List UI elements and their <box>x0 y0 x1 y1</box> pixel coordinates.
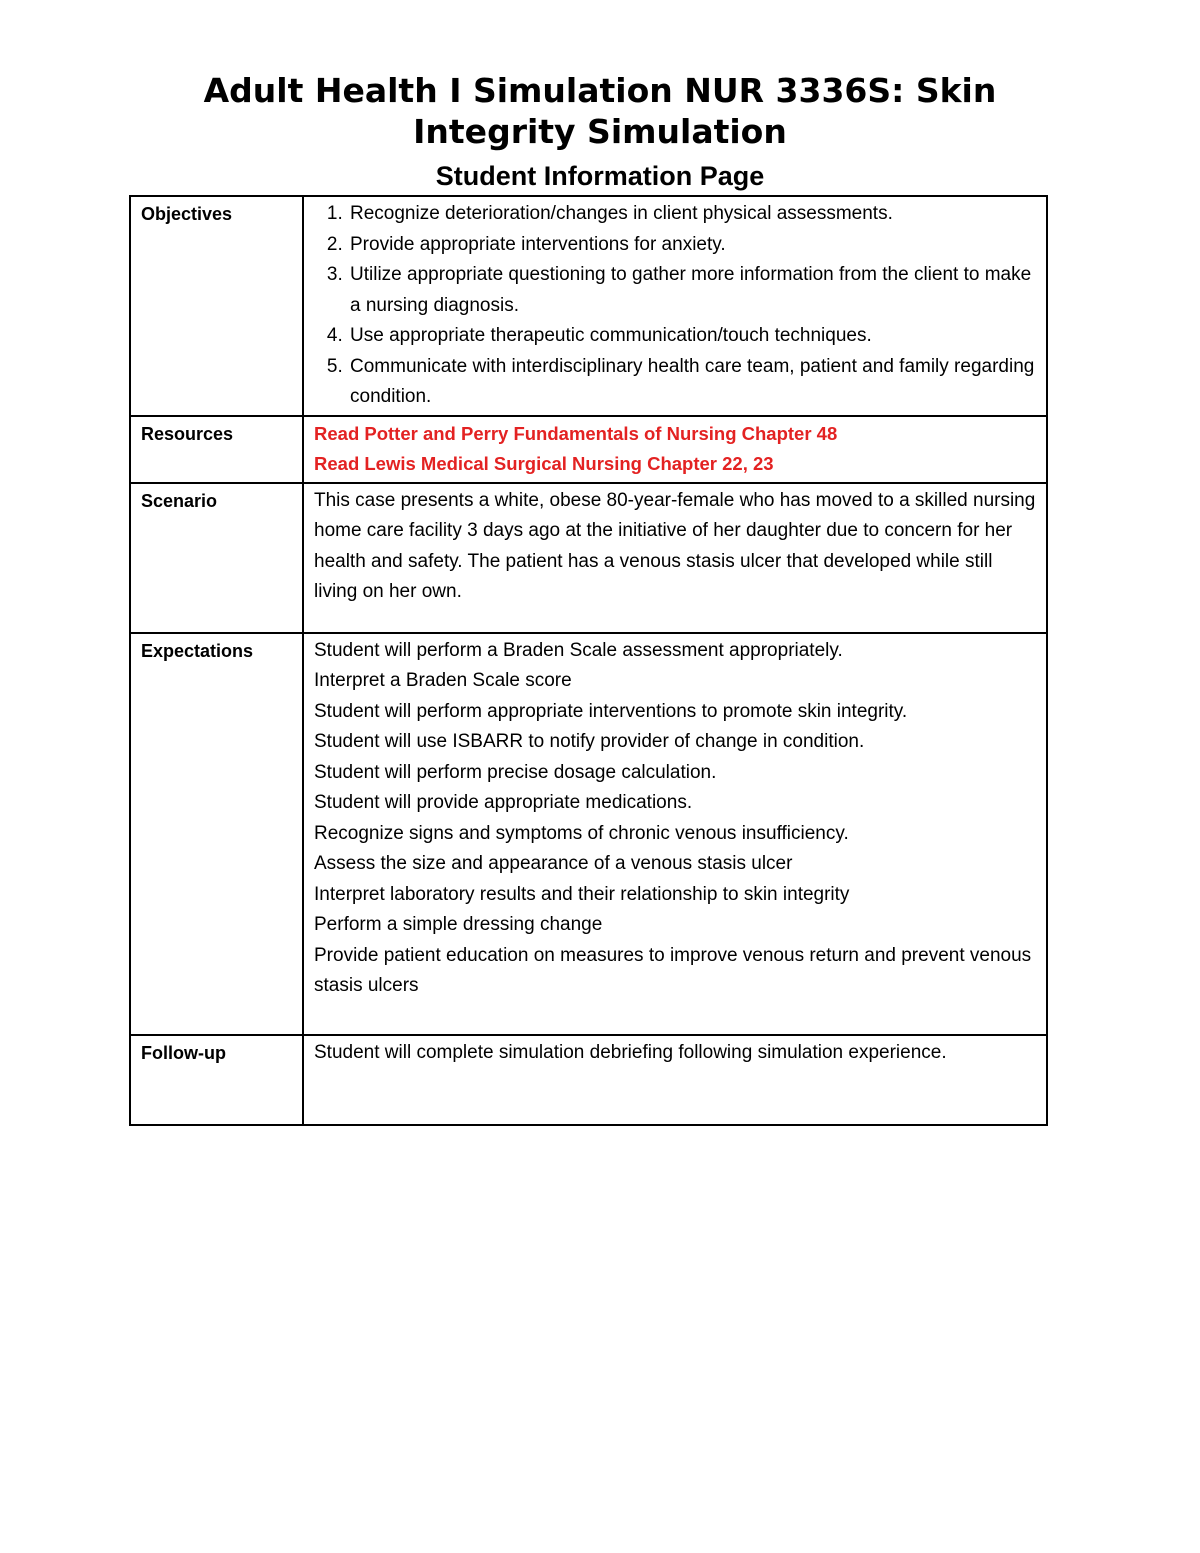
objective-item: 2. Provide appropriate interventions for anxiety. <box>348 230 1038 261</box>
followup-text: Student will complete simulation debriefing following simulation experience. <box>303 1035 1047 1125</box>
expectation-item: Provide patient education on measures to improve venous return and prevent venous stasis ulcers <box>314 944 1032 996</box>
objective-item: 5. Communicate with interdisciplinary health care team, patient and family regarding condition. <box>348 352 1038 413</box>
objectives-list <box>314 199 1038 413</box>
scenario-text: This case presents a white, obese 80-year-female who has moved to a skilled nursing home care facility 3 days ago at the initiative of her daughter due to concern for her health and safety. The patient has a venous stasis ulcer that developed while still living on her own. <box>303 483 1047 633</box>
followup-label: Follow-up <box>130 1035 303 1125</box>
expectations-label: Expectations <box>130 633 303 1035</box>
objective-item: 3. Utilize appropriate questioning to gather more information from the client to make a nursing diagnosis. <box>348 260 1038 321</box>
document-title: Adult Health I Simulation NUR 3336S: Skin Integrity Simulation <box>203 71 997 151</box>
table-row-followup <box>130 1035 1047 1125</box>
table-row-scenario <box>130 483 1047 633</box>
table-row-resources <box>130 416 1047 483</box>
objectives-cell <box>303 196 1047 416</box>
document-subtitle: Student Information Page <box>435 161 765 191</box>
objective-item: 1. Recognize deterioration/changes in client physical assessments. <box>348 199 1038 230</box>
expectation-item: Student will perform a Braden Scale assessment appropriately. <box>314 639 843 661</box>
objectives-label: Objectives <box>130 196 303 416</box>
expectation-item: Student will perform appropriate interventions to promote skin integrity. <box>314 700 908 722</box>
table-row-objectives <box>130 196 1047 416</box>
resources-cell <box>303 416 1047 483</box>
expectation-item: Student will use ISBARR to notify provider of change in condition. <box>314 731 865 752</box>
expectation-item: Perform a simple dressing change <box>314 914 603 935</box>
table-row-expectations <box>130 633 1047 1035</box>
expectation-item: Interpret a Braden Scale score <box>314 670 572 691</box>
expectation-item: Assess the size and appearance of a venous stasis ulcer <box>314 853 793 874</box>
student-info-table <box>129 195 1048 1126</box>
objective-item: 4. Use appropriate therapeutic communication/touch techniques. <box>348 321 1038 352</box>
expectations-cell <box>303 633 1047 1035</box>
expectation-item: Recognize signs and symptoms of chronic venous insufficiency. <box>314 822 849 844</box>
expectation-item: Student will provide appropriate medications. <box>314 792 693 813</box>
scenario-label: Scenario <box>130 483 303 633</box>
expectation-item: Student will perform precise dosage calculation. <box>314 761 717 783</box>
resources-label: Resources <box>130 416 303 483</box>
resource-item: Read Lewis Medical Surgical Nursing Chapter 22, 23 <box>314 453 774 474</box>
resource-item: Read Potter and Perry Fundamentals of Nursing Chapter 48 <box>314 422 838 444</box>
expectation-item: Interpret laboratory results and their relationship to skin integrity <box>314 883 850 905</box>
